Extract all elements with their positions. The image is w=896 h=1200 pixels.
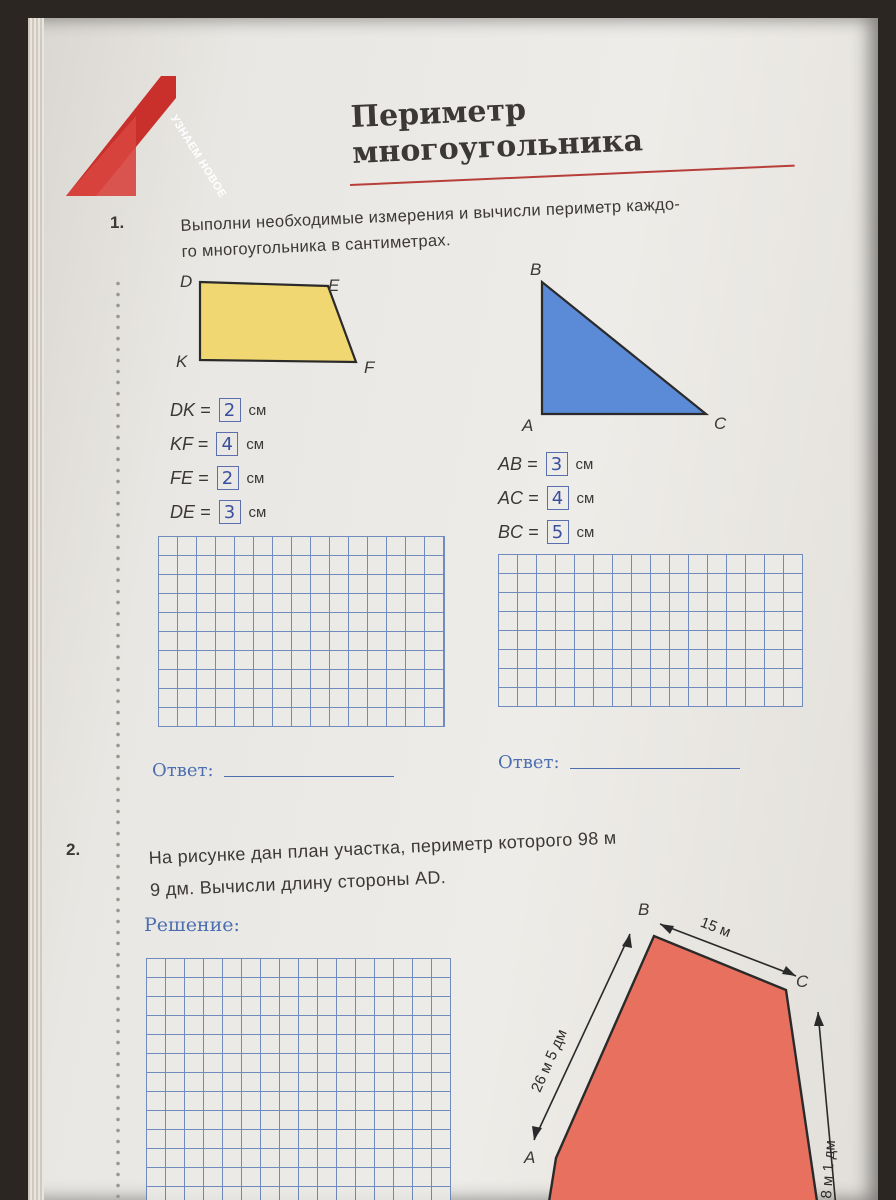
- measure-ac-unit: см: [576, 489, 595, 507]
- title-line-1: Периметр: [350, 92, 527, 135]
- plan-vertex-b: B: [638, 900, 650, 919]
- plot-plan-figure: [518, 918, 858, 1200]
- task2-text-line-1: На рисунке дан план участка, периметр которого 98 м: [148, 827, 617, 868]
- task1-text: [180, 191, 682, 265]
- vertex-a: A: [522, 416, 534, 435]
- answer-left-label: Ответ:: [152, 760, 214, 781]
- measure-fe: [170, 466, 264, 490]
- measure-kf-unit: см: [246, 435, 265, 453]
- measure-de-input[interactable]: 3: [219, 500, 241, 524]
- vertex-b: B: [530, 260, 542, 279]
- plan-vertex-c: C: [796, 972, 809, 991]
- title-line-2: многоугольника: [351, 123, 644, 171]
- measure-ac-input[interactable]: 4: [547, 486, 569, 510]
- measure-fe-label: FE =: [170, 467, 209, 488]
- measure-dk-input[interactable]: 2: [219, 398, 241, 422]
- plan-vertex-a: A: [524, 1148, 536, 1167]
- task2-text: [148, 822, 619, 906]
- ribbon-label: УЗНАЕМ НОВОЕ: [167, 113, 229, 201]
- task1-number: 1.: [110, 213, 125, 232]
- measure-bc-label: BC =: [498, 521, 539, 542]
- measure-dk-label: DK =: [170, 399, 211, 420]
- measure-bc-unit: см: [576, 523, 595, 541]
- task1-text-line-1: Выполни необходимые измерения и вычисли периметр каждо-: [180, 195, 681, 235]
- measure-dk-unit: см: [248, 401, 267, 419]
- quadrilateral-defk: [188, 278, 368, 378]
- measure-ab: [498, 452, 593, 476]
- measure-ab-unit: см: [575, 455, 594, 473]
- vertex-c: C: [714, 414, 727, 433]
- work-grid-left[interactable]: [158, 536, 445, 727]
- vertex-e: E: [328, 276, 340, 295]
- triangle-shape: [542, 282, 706, 414]
- solution-label: Решение:: [144, 914, 240, 936]
- measure-kf-label: KF =: [170, 433, 209, 454]
- task2-number: 2.: [66, 840, 81, 859]
- task2-text-line-2: 9 дм. Вычисли длину стороны AD.: [149, 867, 447, 900]
- answer-right: [498, 752, 740, 773]
- measure-ab-label: AB =: [498, 453, 538, 474]
- measure-de-label: DE =: [170, 501, 211, 522]
- answer-right-line[interactable]: [570, 768, 740, 769]
- answer-left: [152, 760, 394, 781]
- vertex-d: D: [180, 272, 193, 291]
- arrowhead-cd-top: [814, 1012, 824, 1026]
- measure-ac: [498, 486, 594, 510]
- side-bc-length: 15 м: [697, 914, 734, 942]
- measure-ac-label: AC =: [498, 487, 539, 508]
- answer-left-line[interactable]: [224, 776, 394, 777]
- triangle-abc: [536, 278, 716, 428]
- task1-text-line-2: го многоугольника в сантиметрах.: [181, 231, 452, 261]
- arrowhead-bc-left: [660, 924, 674, 934]
- solution-grid[interactable]: [146, 958, 451, 1200]
- workbook-page: [28, 18, 878, 1200]
- measure-kf: [170, 432, 264, 456]
- side-ab-length: 26 м 5 дм: [528, 1026, 571, 1095]
- vertex-f: F: [364, 358, 375, 377]
- arrowhead-ab-bottom: [532, 1126, 542, 1140]
- page-title: [350, 87, 644, 172]
- measure-kf-input[interactable]: 4: [216, 432, 238, 456]
- ribbon-banner: [66, 76, 176, 196]
- measure-bc: [498, 520, 594, 544]
- measure-fe-input[interactable]: 2: [217, 466, 239, 490]
- measure-de-unit: см: [248, 503, 267, 521]
- page-stack-edge: [28, 18, 44, 1200]
- arrowhead-ab-top: [622, 934, 632, 948]
- measure-fe-unit: см: [246, 469, 265, 487]
- margin-dots: [116, 278, 120, 1198]
- measure-dk: [170, 398, 266, 422]
- vertex-k: K: [176, 352, 188, 371]
- plot-shape: [548, 936, 818, 1200]
- measure-bc-input[interactable]: 5: [547, 520, 569, 544]
- measure-de: [170, 500, 266, 524]
- arrowhead-bc-right: [782, 966, 796, 976]
- work-grid-right[interactable]: [498, 554, 803, 707]
- side-cd-length: 8 м 1 дм: [818, 1139, 840, 1200]
- measure-ab-input[interactable]: 3: [546, 452, 568, 476]
- answer-right-label: Ответ:: [498, 752, 560, 773]
